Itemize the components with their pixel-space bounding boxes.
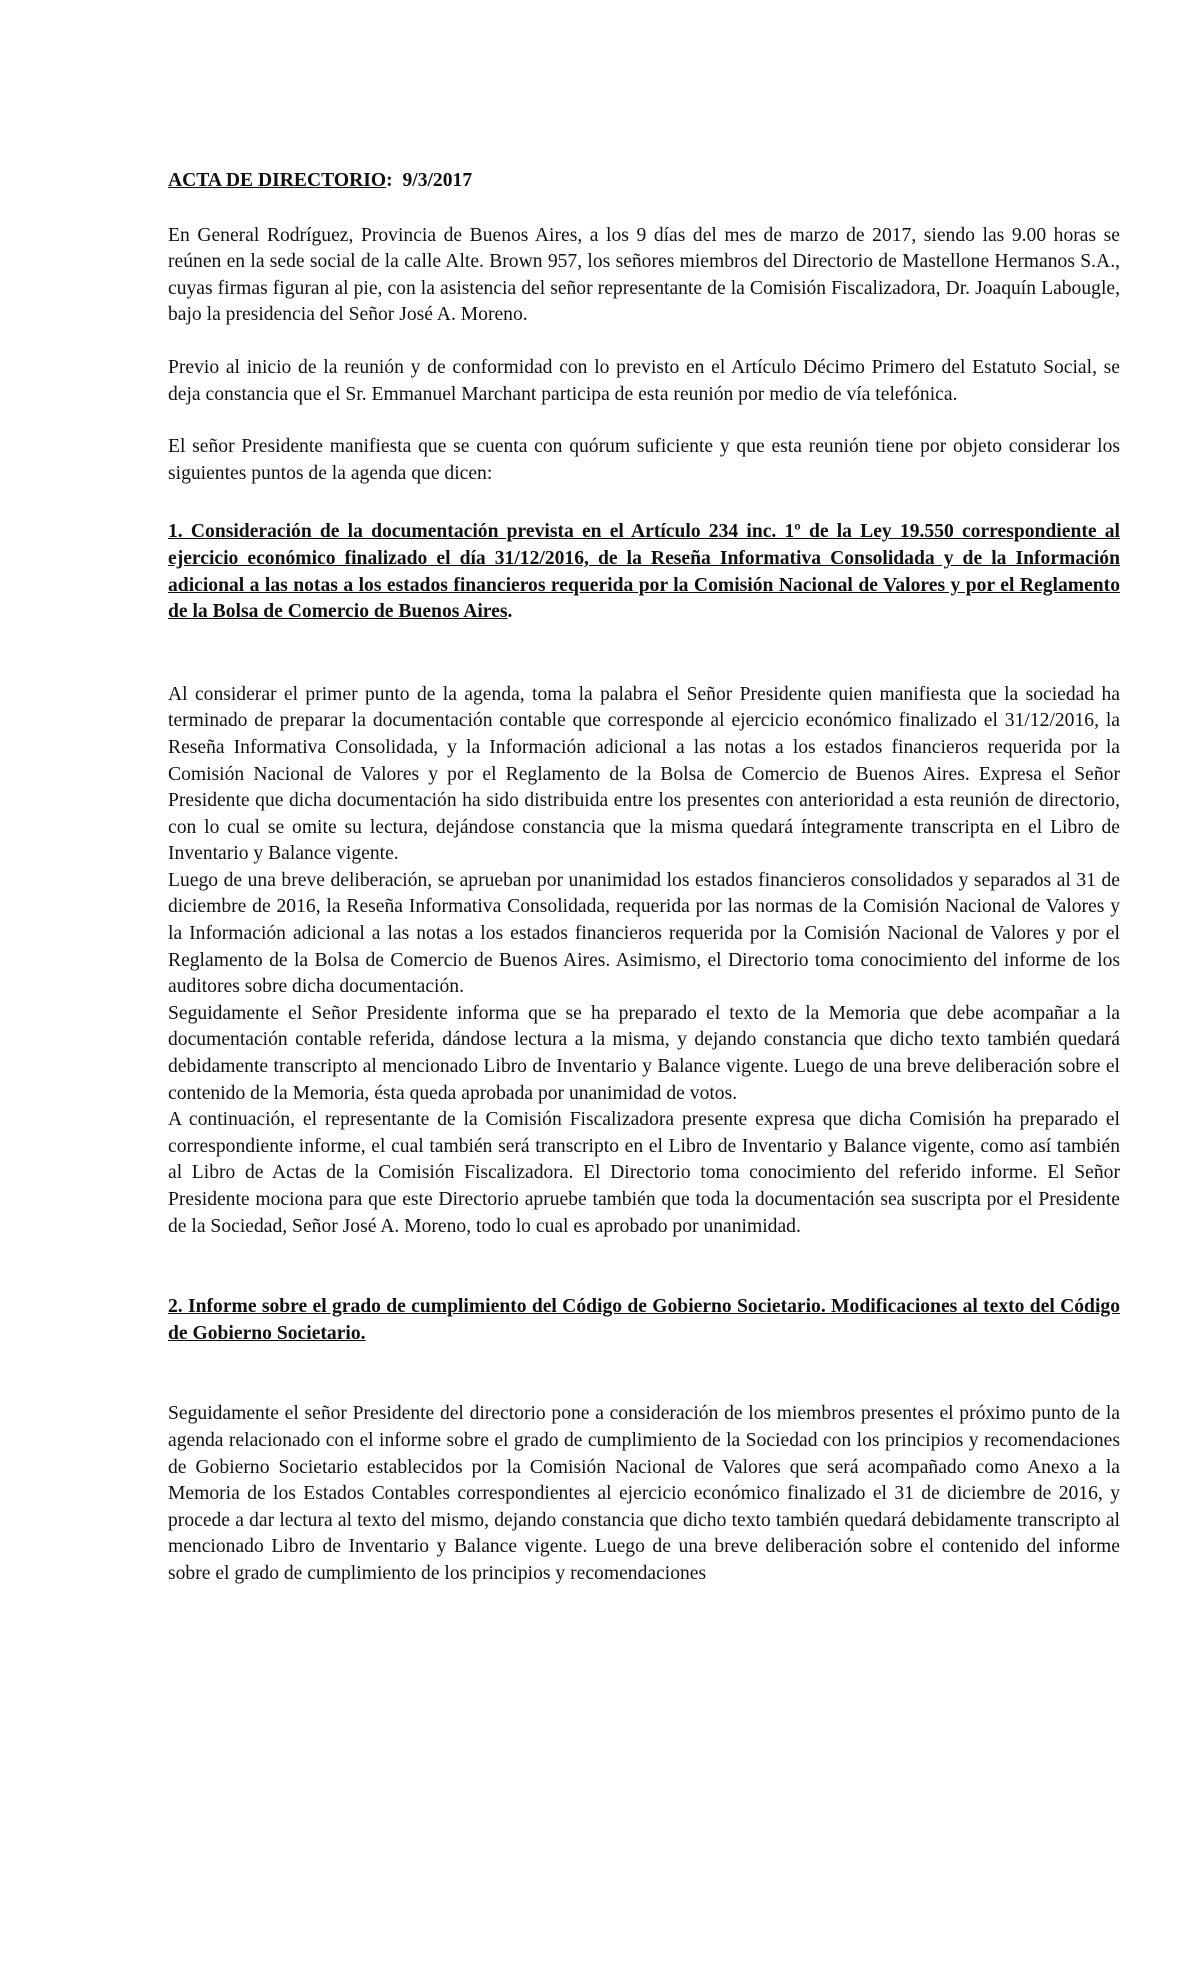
title-date: 9/3/2017 [402,170,473,191]
document-title: ACTA DE DIRECTORIO: 9/3/2017 [168,170,473,191]
document-page [168,168,1120,1588]
item-1-paragraph-1: Al considerar el primer punto de la agenda, toma la palabra el Señor Presidente quien manifiesta que la sociedad ha terminado de preparar la documentación contable que corresponde al ejercicio económico finalizado el 31/12/2016, la Reseña Informativa Consolidada, y la Información adicional a las notas a los estados financieros requerida por la Comisión Nacional de Valores y por el Reglamento de la Bolsa de Comercio de Buenos Aires. Expresa el Señor Presidente que dicha documentación ha sido distribuida entre los presentes con anterioridad a esta reunión de directorio, con lo cual se omite su lectura, dejándose constancia que la misma quedará íntegramente transcripta en el Libro de Inventario y Balance vigente. [168,683,1120,865]
agenda-item-1-heading-text: 1. Consideración de la documentación prevista en el Artículo 234 inc. 1º de la Ley 19.550 correspondiente al ejercicio económico finalizado el día 31/12/2016, de la Reseña Informativa Consolidada y de la Información adicional a las notas a los estados financieros requerida por la Comisión Nacional de Valores y por el Reglamento de la Bolsa de Comercio de Buenos Aires [168,521,1120,623]
item-2-paragraph-1: Seguidamente el señor Presidente del directorio pone a consideración de los miembros presentes el próximo punto de la agenda relacionado con el informe sobre el grado de cumplimiento de la Sociedad con los principios y recomendaciones de Gobierno Societario establecidos por la Comisión Nacional de Valores que será acompañado como Anexo a la Memoria de los Estados Contables correspondientes al ejercicio económico finalizado el 31 de diciembre de 2016, y procede a dar lectura al texto del mismo, dejando constancia que dicho texto también quedará debidamente transcripto al mencionado Libro de Inventario y Balance vigente. Luego de una breve deliberación sobre el contenido del informe sobre el grado de cumplimiento de los principios y recomendaciones [168,1403,1120,1584]
item-1-paragraph-2: Luego de una breve deliberación, se aprueban por unanimidad los estados financieros consolidados y separados al 31 de diciembre de 2016, la Reseña Informativa Consolidada, requerida por las normas de la Comisión Nacional de Valores y la Información adicional a las notas a los estados financieros requerida por la Comisión Nacional de Valores y por el Reglamento de la Bolsa de Comercio de Buenos Aires. Asimismo, el Directorio toma conocimiento del informe de los auditores sobre dicha documentación. [168,869,1120,998]
intro-paragraph-2: Previo al inicio de la reunión y de conformidad con lo previsto en el Artículo Décimo Primero del Estatuto Social, se deja constancia que el Sr. Emmanuel Marchant participa de esta reunión por medio de vía telefónica. [168,356,1120,405]
item-1-paragraph-4: A continuación, el representante de la Comisión Fiscalizadora presente expresa que dicha Comisión ha preparado el correspondiente informe, el cual también será transcripto en el Libro de Inventario y Balance vigente, como así también al Libro de Actas de la Comisión Fiscalizadora. El Directorio toma conocimiento del referido informe. El Señor Presidente mociona para que este Directorio apruebe también que toda la documentación sea suscripta por el Presidente de la Sociedad, Señor José A. Moreno, todo lo cual es aprobado por unanimidad. [168,1109,1120,1237]
intro-paragraph-3: El señor Presidente manifiesta que se cuenta con quórum suficiente y que esta reunión tiene por objeto considerar los siguientes puntos de la agenda que dicen: [168,436,1120,484]
title-label: ACTA DE DIRECTORIO [168,170,387,191]
intro-paragraph-1: En General Rodríguez, Provincia de Buenos Aires, a los 9 días del mes de marzo de 2017, siendo las 9.00 horas se reúnen en la sede social de la calle Alte. Brown 957, los señores miembros del Directorio de Mastellone Hermanos S.A., cuyas firmas figuran al pie, con la asistencia del señor representante de la Comisión Fiscalizadora, Dr. Joaquín Labougle, bajo la presidencia del Señor José A. Moreno. [168,224,1120,326]
agenda-item-1-heading-end: . [507,601,513,623]
item-1-paragraph-3: Seguidamente el Señor Presidente informa que se ha preparado el texto de la Memoria que debe acompañar a la documentación contable referida, dándose lectura a la misma, y dejando constancia que dicho texto también quedará debidamente transcripto al mencionado Libro de Inventario y Balance vigente. Luego de una breve deliberación sobre el contenido de la Memoria, ésta queda aprobada por unanimidad de votos. [168,1002,1120,1104]
agenda-item-1-heading [168,519,1120,625]
agenda-item-2-heading: 2. Informe sobre el grado de cumplimiento del Código de Gobierno Societario. Modificaciones al texto del Código de Gobierno Societario. [168,1296,1120,1344]
